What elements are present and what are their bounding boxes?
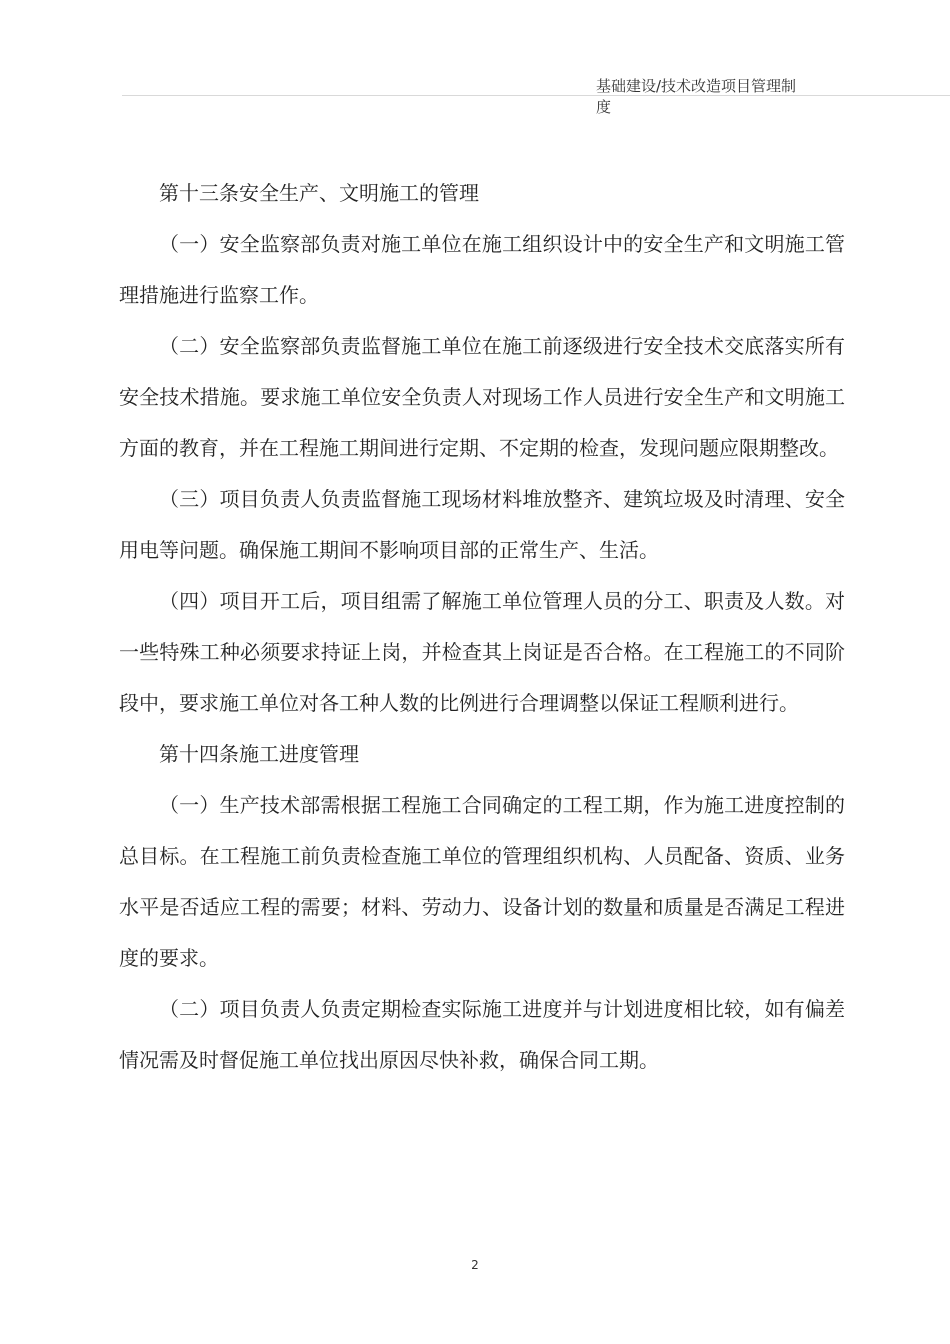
header-title-line-2: 度 <box>596 98 612 116</box>
page-number: 2 <box>471 1258 479 1272</box>
section-heading-14: 第十四条施工进度管理 <box>159 742 359 766</box>
paragraph-13-4: （四）项目开工后，项目组需了解施工单位管理人员的分工、职责及人数。对一些特殊工种必须要求持证上岗，并检查其上岗证是否合格。在工程施工的不同阶段中，要求施工单位对各工种人数的比例进行合理调整以保证工程顺利进行。 <box>119 589 845 715</box>
page-header <box>596 76 856 118</box>
header-title-line-1: 基础建设/技术改造项目管理制 <box>596 77 797 95</box>
paragraph-13-2: （二）安全监察部负责监督施工单位在施工前逐级进行安全技术交底落实所有安全技术措施。要求施工单位安全负责人对现场工作人员进行安全生产和文明施工方面的教育，并在工程施工期间进行定期、不定期的检查，发现问题应限期整改。 <box>119 334 845 460</box>
paragraph-14-2: （二）项目负责人负责定期检查实际施工进度并与计划进度相比较，如有偏差情况需及时督促施工单位找出原因尽快补救，确保合同工期。 <box>119 997 845 1072</box>
section-heading-13: 第十三条安全生产、文明施工的管理 <box>159 181 479 205</box>
document-body <box>119 168 845 1086</box>
paragraph-13-3: （三）项目负责人负责监督施工现场材料堆放整齐、建筑垃圾及时清理、安全用电等问题。确保施工期间不影响项目部的正常生产、生活。 <box>119 487 845 562</box>
header-divider <box>122 95 950 96</box>
paragraph-13-1: （一）安全监察部负责对施工单位在施工组织设计中的安全生产和文明施工管理措施进行监察工作。 <box>119 232 845 307</box>
paragraph-14-1: （一）生产技术部需根据工程施工合同确定的工程工期，作为施工进度控制的总目标。在工程施工前负责检查施工单位的管理组织机构、人员配备、资质、业务水平是否适应工程的需要；材料、劳动力、设备计划的数量和质量是否满足工程进度的要求。 <box>119 793 845 970</box>
